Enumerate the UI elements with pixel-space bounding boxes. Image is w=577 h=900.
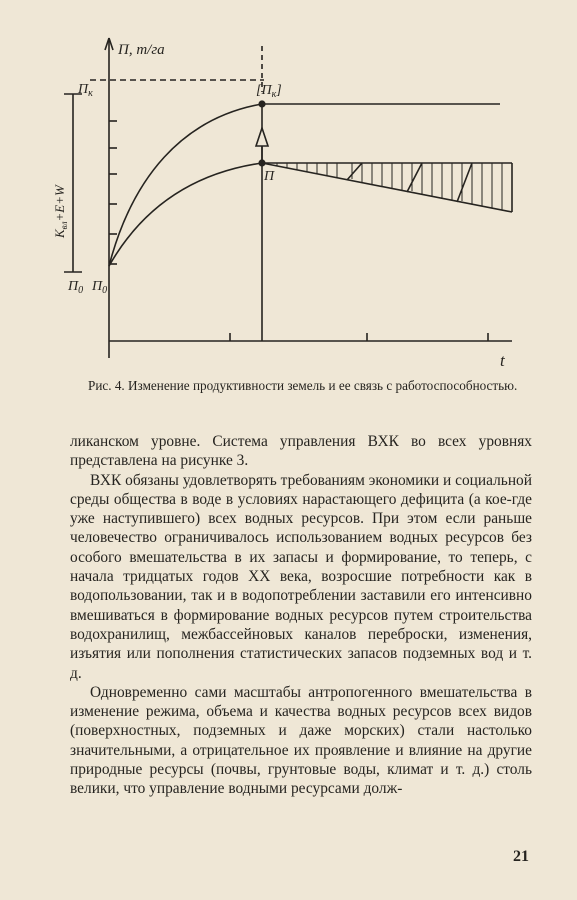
p0-label-right: $П_0$ — [92, 279, 108, 296]
lower-curve — [109, 163, 262, 266]
saw-2 — [407, 163, 422, 192]
upper-curve — [109, 104, 262, 266]
paragraph-2: ВХК обязаны удовлетворять требованиям экономики и социальной среды общества в воде в условиях нарастающего дефицита (а кое-где уже наступившего) всех водных ресурсов. При этом если раньше человечество ограничивалось использованием водных ресурсов без особого вмешательства в их запасы и формирование, то теперь, с начала тридцатых годов XX века, возросшие потребности как в водопользовании, так и в водопотреблении заставили его интенсивно вмешиваться в формирование водных ресурсов путем строительства водохранилищ, межбассейновых каналов переброски, изменения, изъятия или пополнения статистических запасов подземных вод и т. д. — [70, 471, 532, 682]
page-number: 21 — [513, 848, 529, 865]
p-label: П — [264, 169, 275, 184]
saw-1 — [347, 163, 362, 180]
arrow-head — [256, 128, 268, 146]
k-formula-label: $K_{вл}+E+W$ — [52, 185, 69, 238]
x-axis-label: t — [500, 351, 505, 370]
saw-3 — [457, 163, 472, 202]
body-text — [70, 432, 532, 799]
point-p — [258, 159, 265, 166]
point-pk — [258, 100, 265, 107]
p0-label-left: $П_0$ — [68, 279, 84, 296]
declining-line — [262, 163, 512, 212]
paragraph-1: ликанском уровне. Система управления ВХК во всех уровнях представлена на рисунке 3. — [70, 433, 532, 470]
y-axis-label: П, т/га — [118, 42, 165, 58]
productivity-diagram — [52, 28, 532, 373]
figure-caption: Рис. 4. Изменение продуктивности земель и ее связь с работоспособностью. — [88, 378, 518, 393]
figure-4 — [52, 28, 532, 373]
paragraph-3: Одновременно сами масштабы антропогенного вмешательства в изменение режима, объема и качества водных ресурсов всех видов (поверхностных, подземных и даже морских) стали настолько значительными, а отрицательное их проявление и влияние на другие природные ресурсы (почвы, грунтовые воды, климат и т. д.) столь велики, что управление водными ресурсами долж- — [70, 683, 532, 798]
pk-label: $П_к$ — [78, 82, 93, 99]
pk-bracket-label: $[П_к]$ — [256, 83, 282, 100]
